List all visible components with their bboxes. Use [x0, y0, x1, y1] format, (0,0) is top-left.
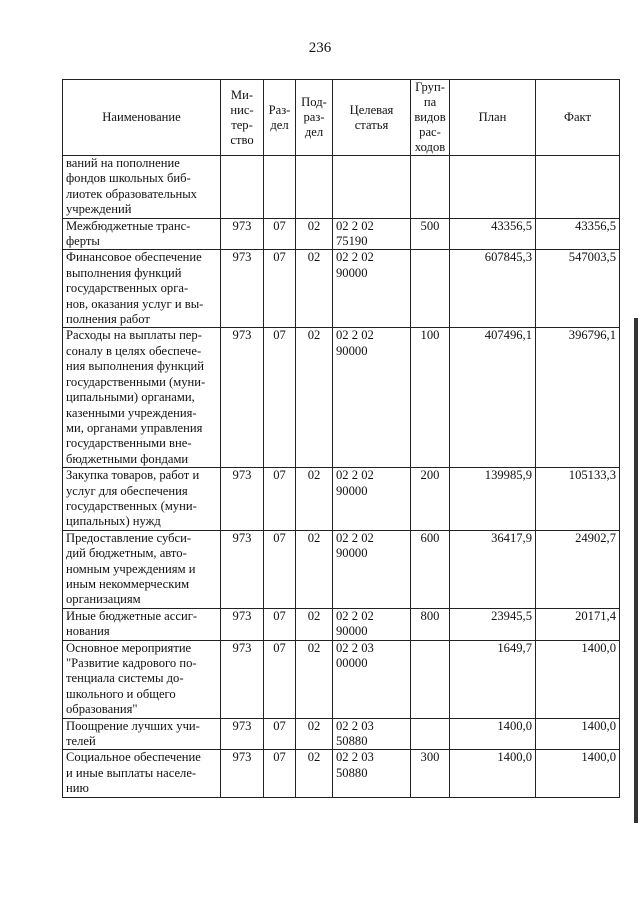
cell-target-article: 02 2 02 90000: [333, 468, 411, 531]
cell-expense-group: 200: [411, 468, 450, 531]
cell-section: 07: [264, 718, 296, 750]
cell-fact: 20171,4: [536, 608, 620, 640]
cell-name: [63, 640, 221, 718]
cell-fact: 43356,5: [536, 218, 620, 250]
cell-name-line: номным учреждениям и: [66, 561, 196, 576]
cell-name-line: фондов школьных биб-: [66, 171, 191, 186]
cell-ministry: 973: [221, 468, 264, 531]
header-line: ство: [230, 132, 254, 147]
cell-subsection: 02: [296, 218, 333, 250]
table-body: [63, 156, 620, 798]
header-line: дел: [304, 125, 324, 139]
cell-target-article: 02 2 03 50880: [333, 718, 411, 750]
cell-subsection: 02: [296, 250, 333, 328]
cell-expense-group: [411, 718, 450, 750]
cell-fact: 396796,1: [536, 328, 620, 468]
header-line: статья: [354, 117, 389, 132]
cell-name-line: нования: [66, 624, 110, 639]
cell-section: 07: [264, 608, 296, 640]
cell-plan: [450, 156, 536, 219]
table-row: [63, 718, 620, 750]
cell-name-line: Закупка товаров, работ и: [66, 468, 200, 483]
cell-plan: 23945,5: [450, 608, 536, 640]
cell-ministry: 973: [221, 218, 264, 250]
cell-name-line: нов, оказания услуг и вы-: [66, 296, 204, 311]
header-line: нис-: [230, 102, 254, 117]
header-line: Ми-: [230, 87, 254, 102]
cell-name-line: государственных орга-: [66, 281, 189, 296]
cell-name-line: иным некоммерческим: [66, 576, 190, 591]
header-line: рас-: [419, 125, 441, 139]
cell-subsection: 02: [296, 468, 333, 531]
cell-name-line: учреждений: [66, 202, 132, 217]
cell-name-line: Предоставление субси-: [66, 530, 192, 545]
header-line: раз-: [303, 110, 325, 124]
cell-name-line: государственными вне-: [66, 436, 192, 451]
cell-expense-group: 500: [411, 218, 450, 250]
table-row: [63, 218, 620, 250]
cell-subsection: 02: [296, 608, 333, 640]
cell-section: 07: [264, 750, 296, 797]
cell-plan: 139985,9: [450, 468, 536, 531]
cell-target-article: 02 2 03 00000: [333, 640, 411, 718]
cell-ministry: 973: [221, 530, 264, 608]
cell-target-article: 02 2 03 50880: [333, 750, 411, 797]
page-edge-shadow: [634, 318, 638, 823]
cell-section: [264, 156, 296, 219]
cell-name-line: Поощрение лучших учи-: [66, 718, 200, 733]
cell-name-line: услуг для обеспечения: [66, 483, 188, 498]
cell-plan: 43356,5: [450, 218, 536, 250]
header-section: [264, 80, 296, 156]
cell-ministry: [221, 156, 264, 219]
cell-name-line: бюджетными фондами: [66, 451, 189, 466]
cell-name-line: лиотек образовательных: [66, 186, 197, 201]
cell-name-line: ми, органами управления: [66, 420, 203, 435]
cell-subsection: 02: [296, 530, 333, 608]
cell-subsection: [296, 156, 333, 219]
cell-name: [63, 250, 221, 328]
cell-name-line: ципальных) нужд: [66, 514, 161, 529]
cell-target-article: 02 2 02 90000: [333, 530, 411, 608]
table-row: [63, 468, 620, 531]
header-line: Целевая: [349, 102, 394, 117]
cell-subsection: 02: [296, 640, 333, 718]
cell-plan: 407496,1: [450, 328, 536, 468]
header-target: [333, 80, 411, 156]
cell-name: [63, 608, 221, 640]
cell-name-line: и иные выплаты населе-: [66, 765, 197, 780]
cell-name-line: Иные бюджетные ассиг-: [66, 608, 198, 623]
cell-name-line: государственных (муни-: [66, 498, 197, 513]
cell-name-line: казенными учреждения-: [66, 405, 197, 420]
cell-expense-group: [411, 640, 450, 718]
cell-target-article: 02 2 02 90000: [333, 608, 411, 640]
header-line: Груп-: [415, 80, 445, 94]
header-line: Раз-: [268, 102, 291, 117]
cell-section: 07: [264, 328, 296, 468]
cell-name-line: ципальными) органами,: [66, 390, 195, 405]
cell-expense-group: [411, 250, 450, 328]
cell-section: 07: [264, 218, 296, 250]
header-subsection: [296, 80, 333, 156]
cell-fact: 1400,0: [536, 718, 620, 750]
cell-fact: 547003,5: [536, 250, 620, 328]
cell-name: [63, 468, 221, 531]
cell-name-line: образования": [66, 702, 138, 717]
cell-plan: 1649,7: [450, 640, 536, 718]
table-row: [63, 156, 620, 219]
cell-name-line: тенциала системы до-: [66, 671, 184, 686]
cell-section: 07: [264, 640, 296, 718]
header-line: дел: [270, 117, 289, 132]
cell-name-line: Расходы на выплаты пер-: [66, 328, 202, 343]
cell-plan: 1400,0: [450, 718, 536, 750]
cell-ministry: 973: [221, 750, 264, 797]
cell-name-line: ферты: [66, 234, 100, 249]
cell-name-line: дий бюджетным, авто-: [66, 546, 187, 561]
header-name: Наименование: [63, 80, 221, 156]
header-line: тер-: [231, 117, 253, 132]
header-plan: План: [450, 80, 536, 156]
cell-ministry: 973: [221, 250, 264, 328]
header-line: ходов: [414, 140, 446, 154]
cell-ministry: 973: [221, 640, 264, 718]
cell-name-line: нию: [66, 781, 89, 796]
cell-expense-group: [411, 156, 450, 219]
cell-name: [63, 718, 221, 750]
page-number: 236: [308, 40, 332, 56]
cell-subsection: 02: [296, 718, 333, 750]
cell-ministry: 973: [221, 608, 264, 640]
cell-name-line: государственными (муни-: [66, 374, 206, 389]
table-row: [63, 250, 620, 328]
table-row: [63, 328, 620, 468]
cell-expense-group: 100: [411, 328, 450, 468]
cell-name-line: телей: [66, 734, 96, 749]
cell-fact: 1400,0: [536, 640, 620, 718]
header-expense-group: [411, 80, 450, 156]
cell-section: 07: [264, 468, 296, 531]
cell-target-article: [333, 156, 411, 219]
cell-fact: [536, 156, 620, 219]
cell-name: [63, 750, 221, 797]
cell-name: [63, 156, 221, 219]
cell-name-line: полнения работ: [66, 312, 150, 327]
cell-name-line: выполнения функций: [66, 265, 182, 280]
cell-name-line: ния выполнения функций: [66, 359, 204, 374]
header-line: Под-: [301, 95, 327, 109]
cell-subsection: 02: [296, 328, 333, 468]
cell-plan: 1400,0: [450, 750, 536, 797]
cell-name-line: Финансовое обеспечение: [66, 250, 202, 265]
cell-target-article: 02 2 02 90000: [333, 328, 411, 468]
cell-expense-group: 600: [411, 530, 450, 608]
cell-fact: 105133,3: [536, 468, 620, 531]
table-row: [63, 750, 620, 797]
cell-section: 07: [264, 530, 296, 608]
header-line: видов: [414, 110, 446, 124]
table-row: [63, 530, 620, 608]
header-ministry: [221, 80, 264, 156]
cell-expense-group: 300: [411, 750, 450, 797]
table-header-row: [63, 80, 620, 156]
cell-plan: 36417,9: [450, 530, 536, 608]
cell-name-line: ваний на пополнение: [66, 156, 180, 170]
cell-name: [63, 218, 221, 250]
table-row: [63, 640, 620, 718]
cell-ministry: 973: [221, 328, 264, 468]
cell-expense-group: 800: [411, 608, 450, 640]
table-row: [63, 608, 620, 640]
cell-name-line: "Развитие кадрового по-: [66, 656, 197, 670]
cell-ministry: 973: [221, 718, 264, 750]
cell-name-line: Социальное обеспечение: [66, 750, 201, 765]
cell-name: [63, 530, 221, 608]
cell-name: [63, 328, 221, 468]
cell-target-article: 02 2 02 90000: [333, 250, 411, 328]
cell-name-line: школьного и общего: [66, 686, 176, 701]
cell-section: 07: [264, 250, 296, 328]
cell-subsection: 02: [296, 750, 333, 797]
cell-fact: 1400,0: [536, 750, 620, 797]
cell-name-line: соналу в целях обеспече-: [66, 343, 202, 358]
budget-table: [62, 79, 620, 798]
cell-fact: 24902,7: [536, 530, 620, 608]
header-fact: Факт: [536, 80, 620, 156]
header-line: па: [423, 95, 437, 109]
cell-name-line: Межбюджетные транс-: [66, 218, 191, 233]
cell-name-line: Основное мероприятие: [66, 640, 192, 655]
cell-name-line: организациям: [66, 592, 141, 607]
cell-target-article: 02 2 02 75190: [333, 218, 411, 250]
cell-plan: 607845,3: [450, 250, 536, 328]
